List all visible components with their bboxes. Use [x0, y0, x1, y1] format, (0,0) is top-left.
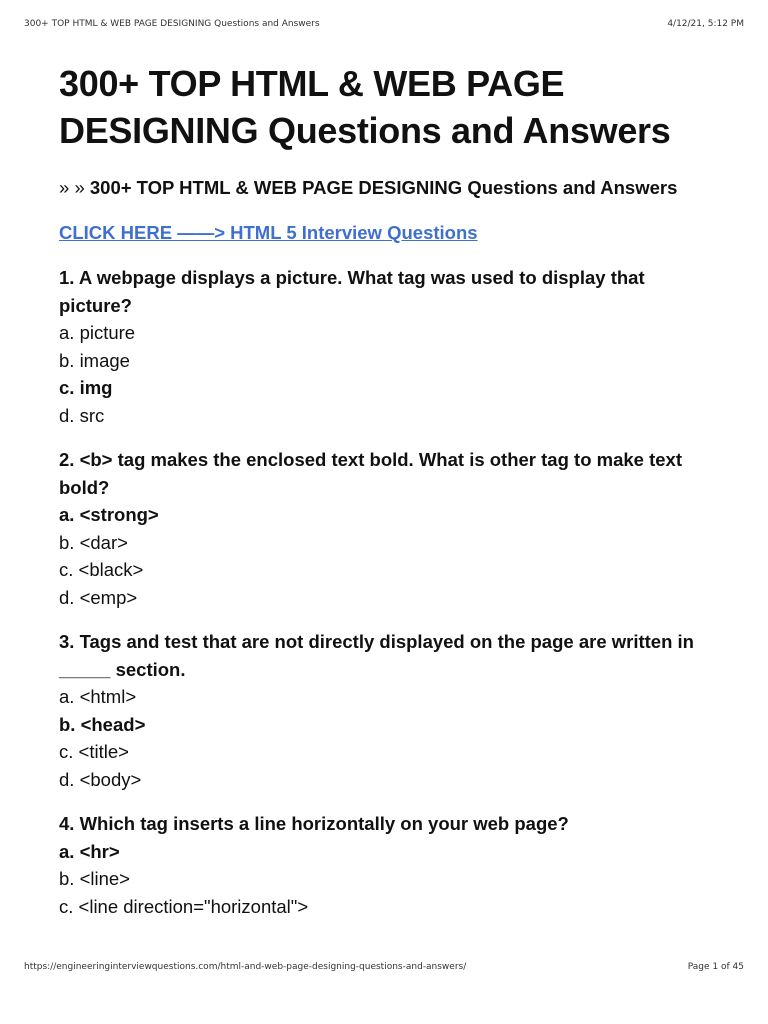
breadcrumb-separator: » [59, 177, 70, 198]
correct-answer-option: b. <head> [59, 713, 146, 735]
question-3 [59, 628, 719, 793]
print-header-date: 4/12/21, 5:12 PM [667, 19, 744, 29]
breadcrumb-current: 300+ TOP HTML & WEB PAGE DESIGNING Questions and Answers [89, 177, 678, 198]
correct-answer-option: c. img [59, 377, 113, 398]
question-text: 3. Tags and test that are not directly displayed on the page are written in _____ section. [59, 631, 694, 680]
question-text: 1. A webpage displays a picture. What tag was used to display that picture? [59, 267, 645, 316]
breadcrumb-separator: » [74, 177, 85, 198]
print-header-title: 300+ TOP HTML & WEB PAGE DESIGNING Questions and Answers [24, 19, 320, 29]
answer-option: c. <line direction="horizontal"> [59, 895, 309, 917]
breadcrumb [59, 174, 719, 202]
answer-option: a. picture [59, 322, 136, 343]
cta-block [59, 219, 719, 247]
print-footer-url: https://engineeringinterviewquestions.com/html-and-web-page-designing-questions-and-answers/ [24, 962, 467, 972]
correct-answer-option: a. <strong> [59, 504, 159, 525]
question-4 [59, 810, 719, 920]
correct-answer-option: a. <hr> [59, 840, 120, 862]
print-footer [24, 962, 744, 976]
page-title: 300+ TOP HTML & WEB PAGE DESIGNING Questions and Answers [59, 63, 671, 151]
answer-option: d. <emp> [59, 586, 138, 608]
print-header [24, 19, 744, 33]
question-text: 4. Which tag inserts a line horizontally on your web page? [59, 813, 569, 834]
answer-option: c. <black> [59, 559, 144, 580]
html5-interview-questions-link[interactable]: CLICK HERE ——> HTML 5 Interview Questions [59, 222, 478, 243]
answer-option: b. <dar> [59, 531, 128, 553]
answer-option: b. image [59, 349, 130, 371]
article [59, 60, 719, 920]
answer-option: b. <line> [59, 868, 130, 889]
question-2 [59, 446, 719, 611]
question-text: 2. <b> tag makes the enclosed text bold. What is other tag to make text bold? [59, 449, 682, 498]
page-number: Page 1 of 45 [687, 962, 744, 972]
answer-option: d. src [59, 404, 105, 426]
answer-option: d. <body> [59, 768, 142, 790]
answer-option: c. <title> [59, 741, 129, 762]
answer-option: a. <html> [59, 686, 137, 707]
question-1 [59, 264, 719, 429]
